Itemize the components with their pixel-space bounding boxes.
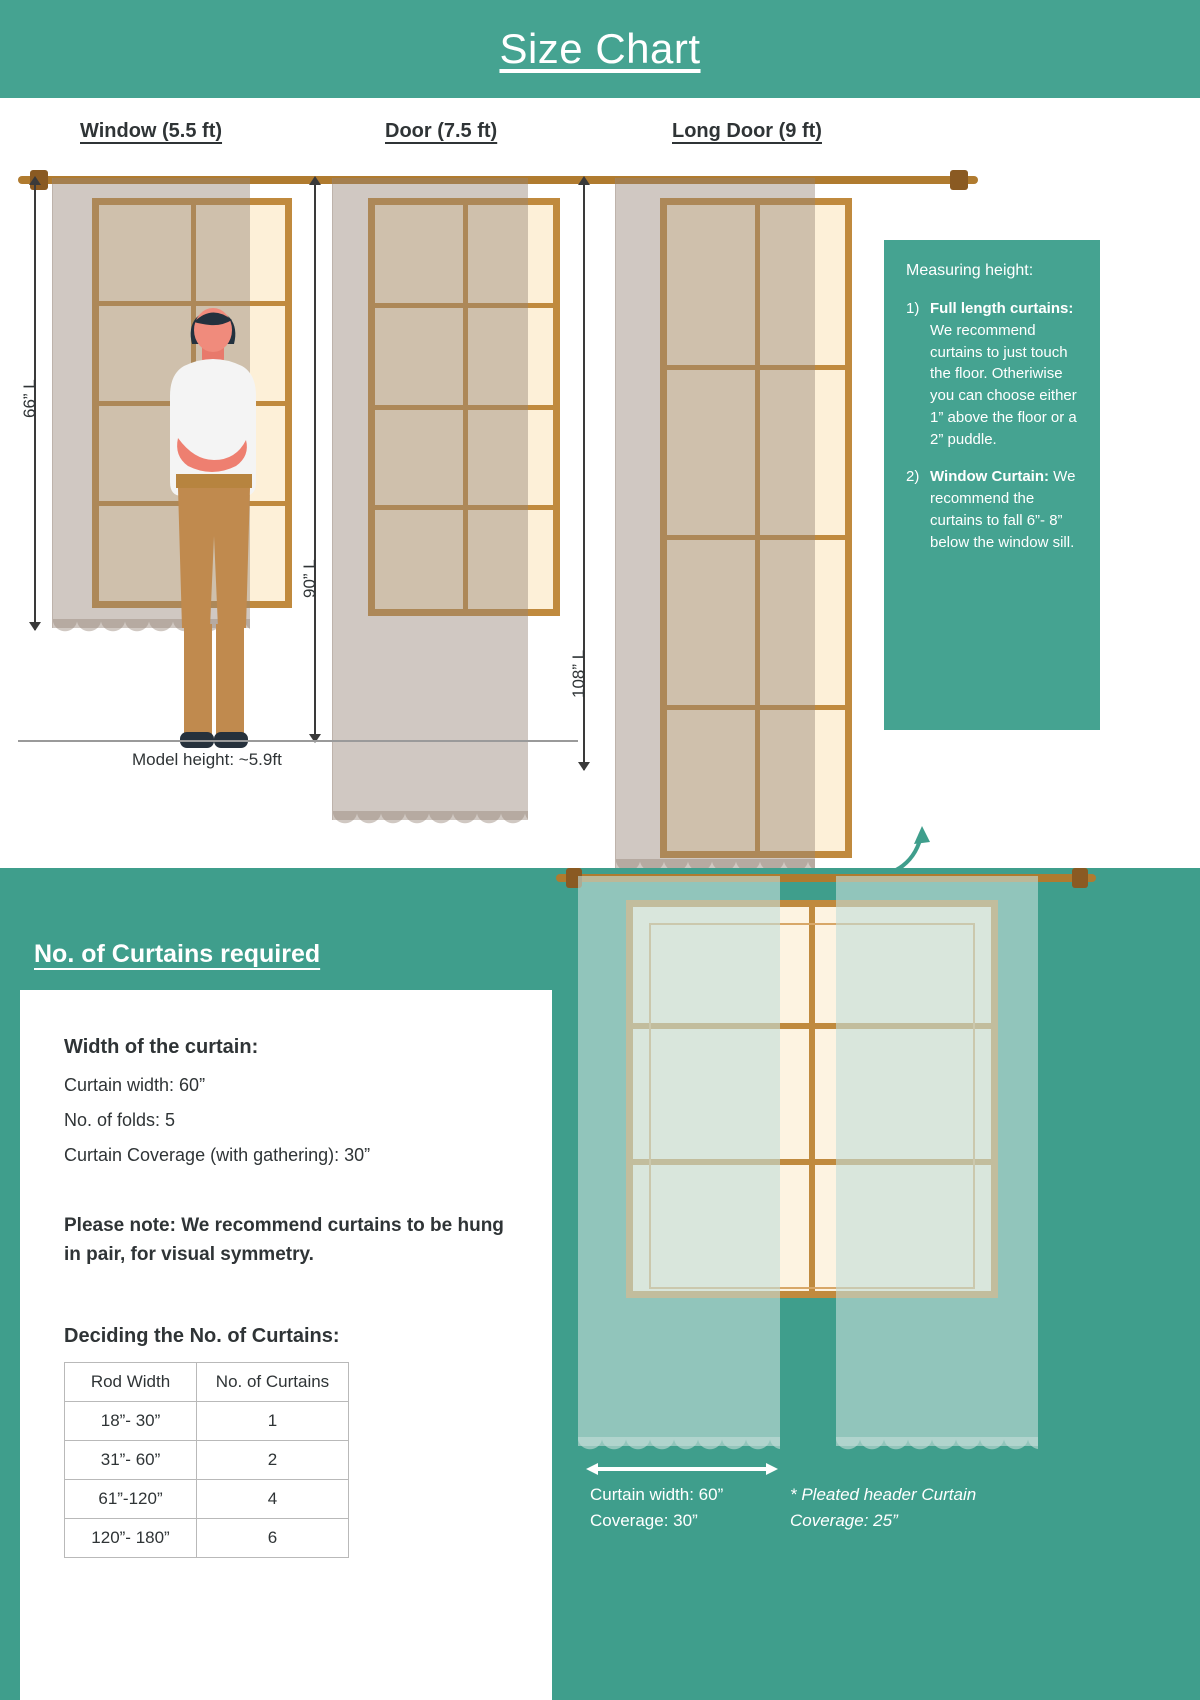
- panel-item-1-body: We recommend curtains to just touch the floor. Otheriwise you can choose either 1” above the floor or a 2” puddle.: [930, 321, 1077, 448]
- curtain-long-door: [615, 178, 815, 868]
- panel-item-1-text: [930, 298, 1082, 450]
- panel-item-2-body: We recommend the curtains to fall 6”- 8” below the window sill.: [930, 468, 1076, 551]
- curtain-door: [332, 178, 528, 820]
- section-title: No. of Curtains required: [34, 940, 321, 968]
- height-chart-section: [0, 98, 1200, 868]
- column-title-door: Door (7.5 ft): [385, 120, 498, 142]
- dim-arrow-66-top: [29, 176, 41, 185]
- caption-left: [590, 1482, 723, 1533]
- width-line-1: Curtain width: 60”: [64, 1075, 206, 1095]
- rod-finial-bottom-right: [1072, 868, 1088, 888]
- column-title-long-door: Long Door (9 ft): [672, 120, 822, 142]
- width-heading: Width of the curtain:: [64, 1036, 259, 1058]
- dim-arrow-66-bottom: [29, 622, 41, 631]
- table-header-no-curtains: No. of Curtains: [197, 1363, 349, 1402]
- width-line-2: No. of folds: 5: [64, 1110, 176, 1130]
- model-illustration: [158, 288, 268, 748]
- dim-arrow-108-bottom: [578, 762, 590, 771]
- table-row: [65, 1402, 349, 1441]
- please-note-text: Please note: We recommend curtains to be hung in pair, for visual symmetry.: [64, 1215, 504, 1265]
- dim-arrow-90-top: [309, 176, 321, 185]
- caption-right-line-1: * Pleated header Curtain: [790, 1485, 977, 1504]
- table-cell-count: 6: [197, 1519, 349, 1558]
- table-header-rod-width: Rod Width: [65, 1363, 197, 1402]
- panel-item-1: [906, 298, 1082, 450]
- dim-label-108: 108” L: [569, 649, 588, 698]
- panel-heading: Measuring height:: [906, 262, 1034, 279]
- width-arrow-icon: [586, 1463, 778, 1475]
- column-title-window: Window (5.5 ft): [80, 120, 223, 142]
- deciding-heading: Deciding the No. of Curtains:: [64, 1325, 340, 1347]
- table-cell-rod-width: 120”- 180”: [65, 1519, 197, 1558]
- table-row: [65, 1519, 349, 1558]
- panel-item-2: [906, 466, 1082, 553]
- caption-right-line-2: Coverage: 25”: [790, 1510, 898, 1530]
- curtain-bottom-right: [836, 876, 1038, 1446]
- measuring-height-panel: [884, 240, 1100, 730]
- table-cell-rod-width: 18”- 30”: [65, 1402, 197, 1441]
- caption-left-line-2: Coverage: 30”: [590, 1510, 698, 1530]
- floor-line: [18, 740, 578, 742]
- rod-width-table: [64, 1362, 349, 1558]
- rod-finial-right: [950, 170, 968, 190]
- dim-label-90: 90” L: [300, 559, 319, 598]
- table-cell-count: 4: [197, 1480, 349, 1519]
- table-cell-rod-width: 31”- 60”: [65, 1441, 197, 1480]
- dim-label-66: 66” L: [20, 379, 39, 418]
- table-row: [65, 1441, 349, 1480]
- width-line-3: Curtain Coverage (with gathering): 30”: [64, 1145, 371, 1165]
- table-cell-rod-width: 61”-120”: [65, 1480, 197, 1519]
- table-row: [65, 1480, 349, 1519]
- panel-item-1-bold: Full length curtains:: [930, 300, 1074, 317]
- panel-item-2-bold: Window Curtain:: [930, 468, 1050, 486]
- caption-left-line-1: Curtain width: 60”: [590, 1485, 724, 1504]
- table-cell-count: 1: [197, 1402, 349, 1441]
- page-header: [0, 0, 1200, 98]
- table-cell-count: 2: [197, 1441, 349, 1480]
- dim-line-90: [314, 180, 316, 742]
- table-header-row: [65, 1363, 349, 1402]
- panel-item-1-number: 1): [906, 300, 920, 317]
- page-title: Size Chart: [499, 25, 701, 72]
- caption-right: [790, 1482, 976, 1533]
- curtain-width-card: [20, 990, 552, 1700]
- panel-item-2-text: [930, 466, 1082, 553]
- dim-arrow-108-top: [578, 176, 590, 185]
- model-height-label: Model height: ~5.9ft: [132, 750, 282, 769]
- panel-item-2-number: 2): [906, 468, 920, 486]
- curtain-bottom-left: [578, 876, 780, 1446]
